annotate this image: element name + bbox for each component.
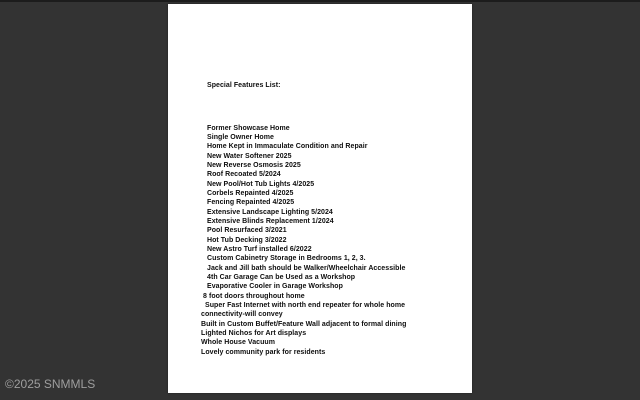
top-edge-strip	[0, 0, 640, 2]
feature-line: Roof Recoated 5/2024	[201, 171, 281, 179]
feature-line: Custom Cabinetry Storage in Bedrooms 1, 2, 3.	[201, 255, 366, 263]
feature-line: New Water Softener 2025	[201, 152, 292, 160]
feature-list	[201, 124, 464, 357]
feature-line: New Reverse Osmosis 2025	[201, 161, 301, 169]
feature-line: Extensive Blinds Replacement 1/2024	[201, 217, 334, 225]
feature-line: Lighted Nichos for Art displays	[201, 329, 307, 337]
feature-line: Whole House Vacuum	[201, 339, 276, 347]
feature-line: Home Kept in Immaculate Condition and Repair	[201, 143, 368, 151]
watermark: ©2025 SNMMLS	[5, 377, 96, 391]
feature-line: Pool Resurfaced 3/2021	[201, 227, 287, 235]
feature-line: Fencing Repainted 4/2025	[201, 199, 295, 207]
feature-line: New Astro Turf installed 6/2022	[201, 245, 312, 253]
document-page	[168, 4, 472, 393]
page-title: Special Features List:	[207, 81, 281, 89]
document-text-block	[201, 62, 464, 376]
feature-line: Built in Custom Buffet/Feature Wall adjacent to formal dining	[201, 320, 407, 328]
feature-line: Former Showcase Home	[201, 124, 290, 132]
feature-line: connectivity-will convey	[201, 311, 283, 319]
feature-line: Corbels Repainted 4/2025	[201, 189, 294, 197]
feature-line: Evaporative Cooler in Garage Workshop	[201, 283, 343, 291]
feature-line: Hot Tub Decking 3/2022	[201, 236, 287, 244]
feature-line: Extensive Landscape Lighting 5/2024	[201, 208, 333, 216]
feature-line: New Pool/Hot Tub Lights 4/2025	[201, 180, 315, 188]
feature-line: Lovely community park for residents	[201, 348, 326, 356]
feature-line: Single Owner Home	[201, 133, 274, 141]
feature-line: Super Fast Internet with north end repeater for whole home	[201, 301, 406, 309]
feature-line: 8 foot doors throughout home	[201, 292, 305, 300]
feature-line: Jack and Jill bath should be Walker/Wheelchair Accessible	[201, 264, 406, 272]
feature-line: 4th Car Garage Can be Used as a Workshop	[201, 273, 356, 281]
